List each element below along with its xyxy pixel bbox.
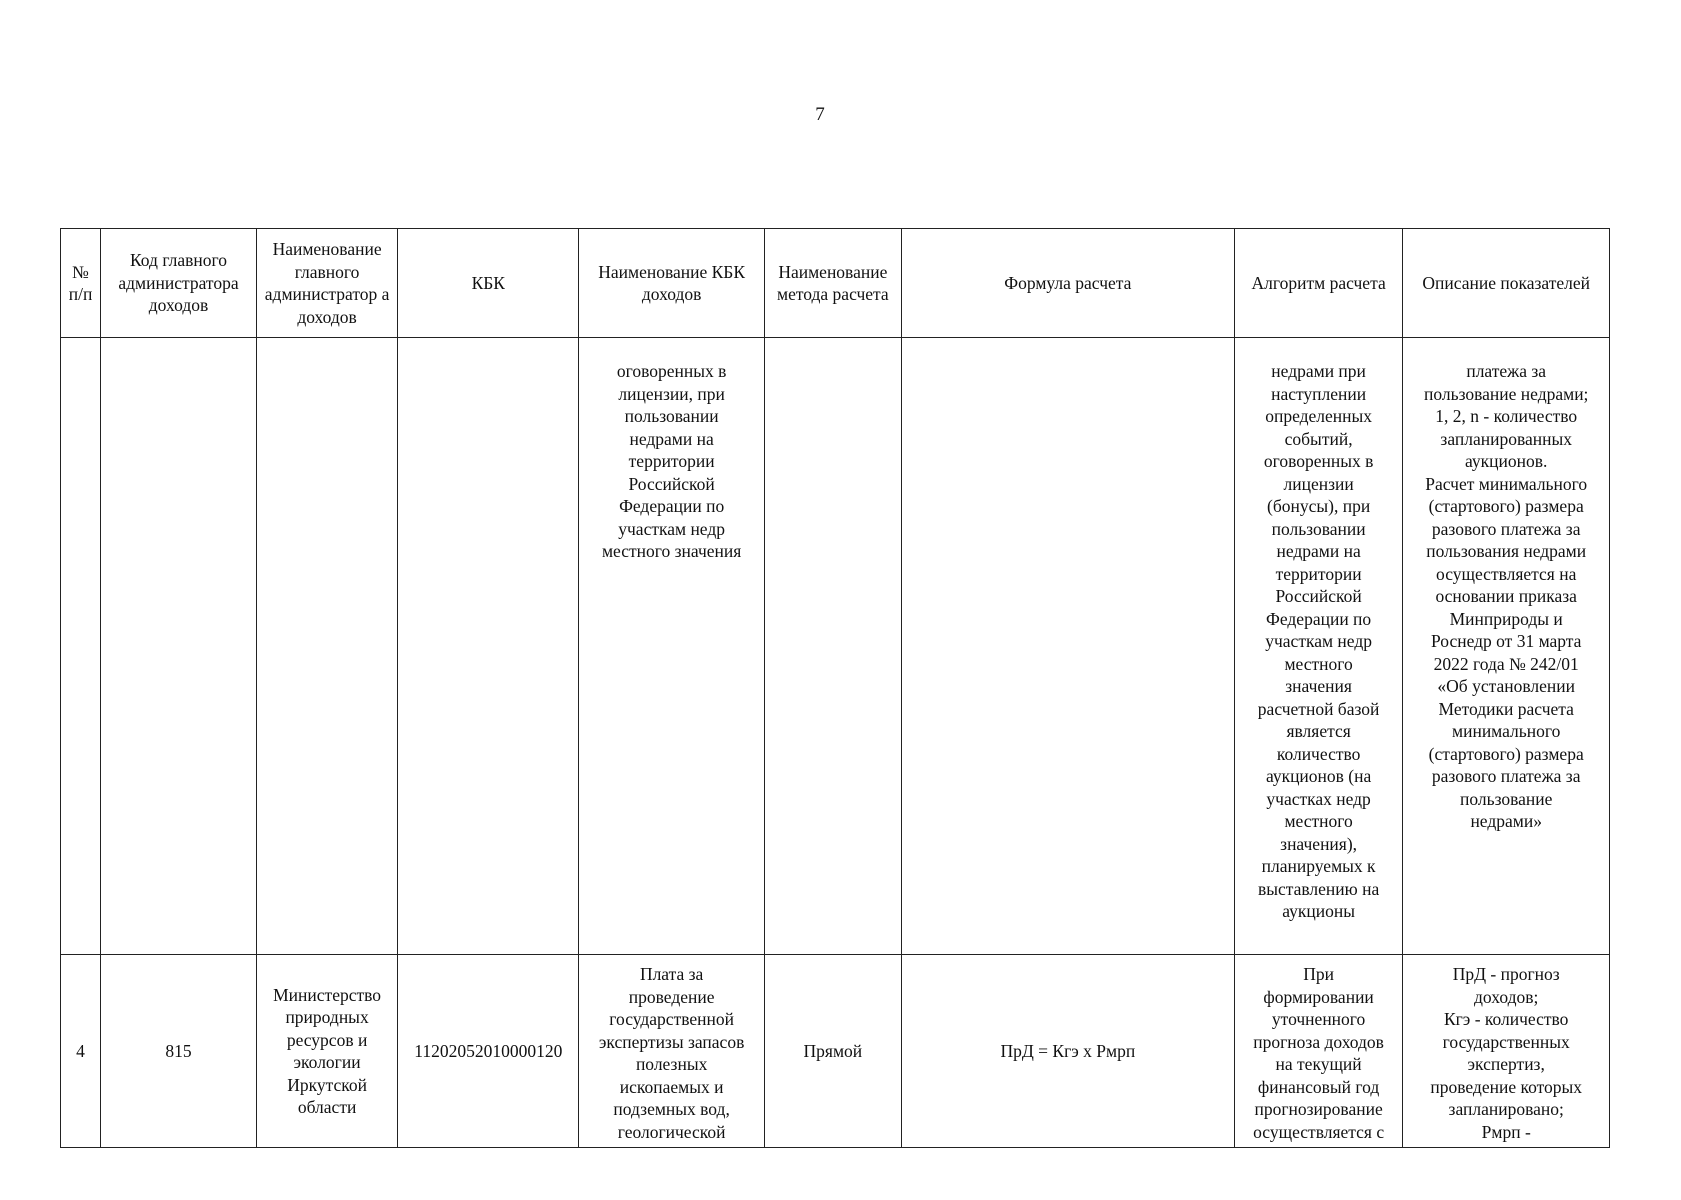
cell-admin-code: 815: [101, 955, 257, 1148]
table-header-row: [61, 229, 1610, 338]
table-row: [61, 955, 1610, 1148]
cell-kbk-name: Плата за проведение государственной экспертизы запасов полезных ископаемых и подземных вод, геологической: [579, 955, 764, 1148]
header-admin-name: Наименование главного администратор а доходов: [256, 229, 397, 338]
cell-description: платежа за пользование недрами; 1, 2, n - количество запланированных аукционов. Расчет минимального (стартового) размера разового платежа за пользования недрами осуществляется на основании приказа Минприроды и Роснедр от 31 марта 2022 года № 242/01 «Об установлении Методики расчета минимального (стартового) размера разового платежа за пользование недрами»: [1403, 338, 1610, 955]
cell-algorithm: При формировании уточненного прогноза доходов на текущий финансовый год прогнозирование осуществляется с: [1234, 955, 1403, 1148]
page-number: 7: [815, 104, 825, 125]
header-num: № п/п: [61, 229, 101, 338]
cell-method: Прямой: [764, 955, 901, 1148]
header-kbk: КБК: [398, 229, 579, 338]
header-admin-code: Код главного администратора доходов: [101, 229, 257, 338]
cell-method: [764, 338, 901, 955]
cell-algorithm: недрами при наступлении определенных событий, оговоренных в лицензии (бонусы), при пользовании недрами на территории Российской Федерации по участкам недр местного значения расчетной базой является количество аукционов (на участках недр местного значения), планируемых к выставлению на аукционы: [1234, 338, 1403, 955]
cell-admin-name: Министерство природных ресурсов и экологии Иркутской области: [256, 955, 397, 1148]
cell-kbk-name: оговоренных в лицензии, при пользовании недрами на территории Российской Федерации по участкам недр местного значения: [579, 338, 764, 955]
cell-formula: ПрД = Кгэ х Рмрп: [901, 955, 1234, 1148]
table-row: [61, 338, 1610, 955]
revenue-forecast-table: [60, 228, 1610, 1148]
header-formula: Формула расчета: [901, 229, 1234, 338]
cell-admin-code: [101, 338, 257, 955]
cell-description: ПрД - прогноз доходов; Кгэ - количество государственных экспертиз, проведение которых запланировано; Рмрп -: [1403, 955, 1610, 1148]
cell-num: [61, 338, 101, 955]
header-method: Наименование метода расчета: [764, 229, 901, 338]
header-kbk-name: Наименование КБК доходов: [579, 229, 764, 338]
cell-kbk: 11202052010000120: [398, 955, 579, 1148]
cell-num: 4: [61, 955, 101, 1148]
cell-kbk: [398, 338, 579, 955]
cell-formula: [901, 338, 1234, 955]
cell-admin-name: [256, 338, 397, 955]
header-algorithm: Алгоритм расчета: [1234, 229, 1403, 338]
header-description: Описание показателей: [1403, 229, 1610, 338]
